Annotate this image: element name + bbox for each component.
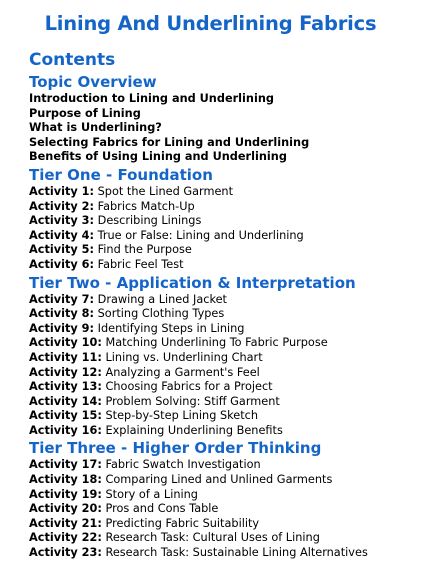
activity-label: Activity 6: — [29, 257, 95, 271]
activity-label: Activity 2: — [29, 199, 95, 213]
activity-title: Matching Underlining To Fabric Purpose — [101, 336, 328, 350]
toc-item — [29, 307, 414, 322]
section-tier-two — [29, 273, 414, 439]
activity-title: Choosing Fabrics for a Project — [101, 380, 273, 394]
activity-label: Activity 3: — [29, 214, 95, 228]
activity-label: Activity 21: — [29, 516, 102, 530]
activity-title: Fabric Feel Test — [94, 257, 184, 271]
activity-title: Describing Linings — [94, 214, 202, 228]
toc-item — [29, 185, 414, 200]
activity-title: Pros and Cons Table — [101, 502, 219, 516]
activity-label: Activity 9: — [29, 321, 95, 335]
section-heading: Tier Three - Higher Order Thinking — [29, 439, 322, 458]
activity-title: Identifying Steps in Lining — [94, 321, 245, 335]
toc-item — [29, 458, 414, 473]
activity-label: Activity 18: — [29, 473, 102, 487]
section-tier-one — [29, 165, 414, 273]
toc-item — [29, 351, 414, 366]
activity-label: Activity 14: — [29, 394, 102, 408]
toc-item — [29, 258, 414, 273]
toc-item — [29, 488, 414, 503]
activity-title: Step-by-Step Lining Sketch — [101, 409, 259, 423]
section-heading: Tier Two - Application & Interpretation — [29, 273, 356, 292]
activity-label: Activity 4: — [29, 228, 95, 242]
activity-title: Drawing a Lined Jacket — [94, 292, 227, 306]
activity-title: Analyzing a Garment's Feel — [101, 365, 260, 379]
activity-title: Predicting Fabric Suitability — [101, 516, 260, 530]
toc-item — [29, 366, 414, 381]
toc-item — [29, 336, 414, 351]
activity-title: Research Task: Sustainable Lining Alternatives — [101, 546, 368, 560]
activity-label: Activity 15: — [29, 409, 102, 423]
activity-title: Lining vs. Underlining Chart — [101, 350, 263, 364]
toc-item — [29, 200, 414, 215]
activity-title: Story of a Lining — [101, 487, 198, 501]
toc-item: What is Underlining? — [29, 121, 162, 135]
section-heading: Topic Overview — [29, 73, 157, 91]
activity-label: Activity 10: — [29, 336, 102, 350]
toc-item — [29, 395, 414, 410]
activity-label: Activity 7: — [29, 292, 95, 306]
activity-title: Explaining Underlining Benefits — [101, 423, 283, 437]
activity-label: Activity 17: — [29, 458, 102, 472]
activity-label: Activity 16: — [29, 423, 102, 437]
activity-label: Activity 8: — [29, 307, 95, 321]
activity-title: Research Task: Cultural Uses of Lining — [101, 531, 320, 545]
activity-label: Activity 11: — [29, 350, 102, 364]
activity-label: Activity 22: — [29, 531, 102, 545]
activity-label: Activity 19: — [29, 487, 102, 501]
toc-item — [29, 502, 414, 517]
toc-item — [29, 243, 414, 258]
contents-heading: Contents — [29, 50, 116, 70]
activity-title: Comparing Lined and Unlined Garments — [101, 473, 333, 487]
section-tier-three — [29, 438, 414, 560]
section-topic-overview — [29, 72, 414, 165]
toc-item — [29, 293, 414, 308]
toc-item: Purpose of Lining — [29, 106, 141, 120]
activity-title: Find the Purpose — [94, 243, 192, 257]
toc-item: Benefits of Using Lining and Underlining — [29, 150, 287, 164]
toc-item — [29, 409, 414, 424]
section-heading: Tier One - Foundation — [29, 165, 213, 184]
toc-item — [29, 322, 414, 337]
activity-label: Activity 12: — [29, 365, 102, 379]
toc-item — [29, 531, 414, 546]
activity-label: Activity 5: — [29, 243, 95, 257]
activity-title: Problem Solving: Stiff Garment — [101, 394, 280, 408]
activity-label: Activity 1: — [29, 184, 95, 198]
toc-item — [29, 473, 414, 488]
toc-item — [29, 214, 414, 229]
toc-item — [29, 517, 414, 532]
activity-label: Activity 23: — [29, 546, 102, 560]
toc-item: Selecting Fabrics for Lining and Underlining — [29, 135, 310, 149]
activity-title: Spot the Lined Garment — [94, 184, 233, 198]
activity-title: Fabric Swatch Investigation — [101, 458, 261, 472]
document-title: Lining And Underlining Fabrics — [44, 12, 377, 35]
activity-label: Activity 13: — [29, 380, 102, 394]
activity-title: Sorting Clothing Types — [94, 307, 225, 321]
toc-item — [29, 229, 414, 244]
toc-item — [29, 424, 414, 439]
activity-label: Activity 20: — [29, 502, 102, 516]
toc-item: Introduction to Lining and Underlining — [29, 92, 274, 105]
activity-title: Fabrics Match-Up — [94, 199, 195, 213]
table-of-contents — [29, 48, 414, 561]
activity-title: True or False: Lining and Underlining — [94, 228, 304, 242]
toc-item — [29, 380, 414, 395]
toc-item — [29, 546, 414, 561]
